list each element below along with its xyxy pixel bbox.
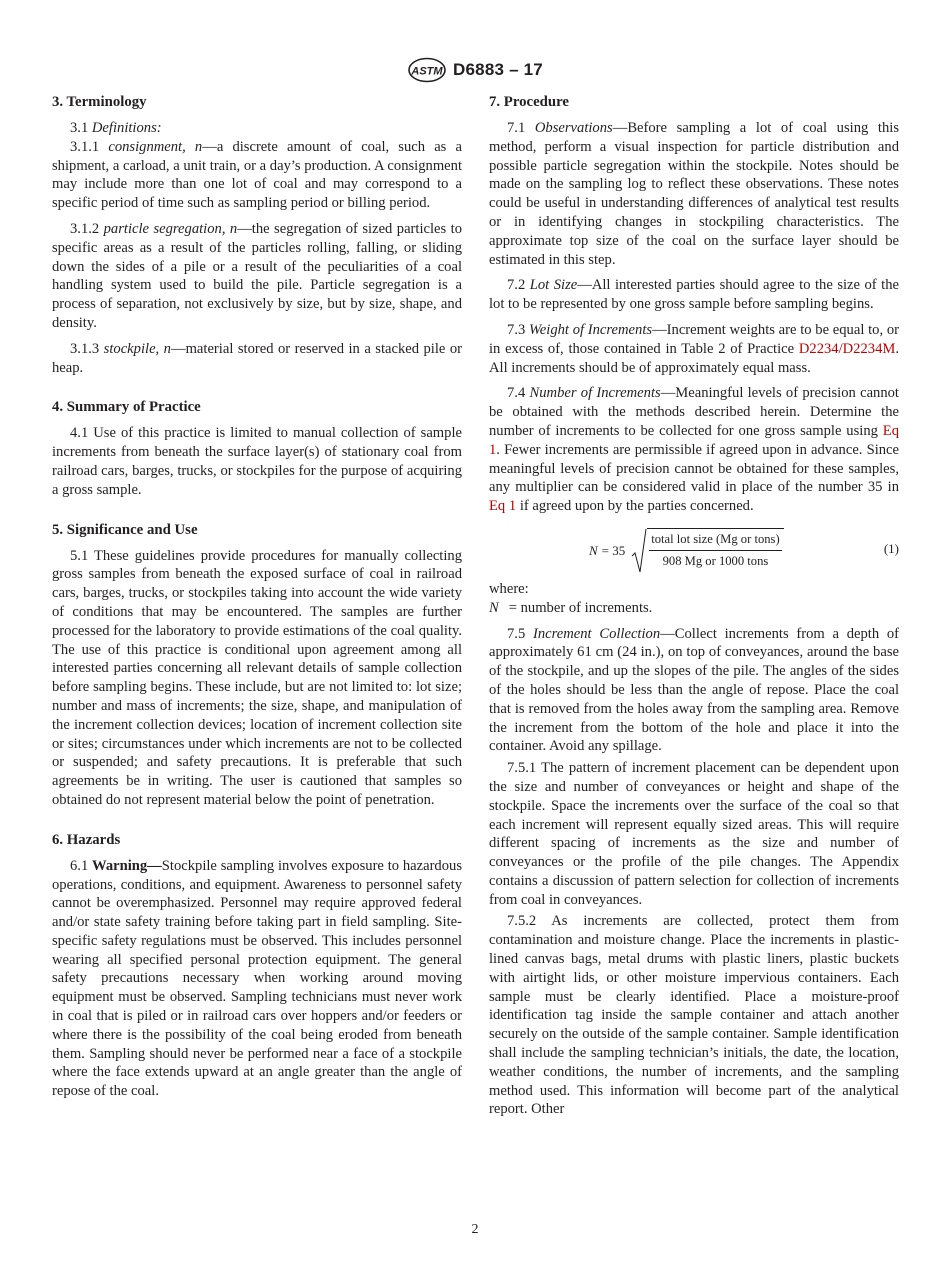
document-designation: D6883 – 17 xyxy=(453,60,543,79)
equation-multiplier: = 35 xyxy=(601,542,626,558)
section-heading-hazards: 6. Hazards xyxy=(52,831,121,848)
right-column xyxy=(489,93,899,1119)
equation-link-1[interactable]: Eq 1 xyxy=(489,422,899,458)
square-root xyxy=(631,528,783,574)
equation-denominator: 908 Mg or 1000 tons xyxy=(662,553,769,568)
paragraph-6-1: 6.1 Warning—Stockpile sampling involves exposure to hazardous operations, conditions, and equipment. Awareness to personnel safety cannot be overemphasized. Personnel may require approved federal and/or state safety training before taking part in field sampling. Site-specific safety regulations must be observed. This includes personnel wearing all specified personal protection equipment. The general safety precautions necessary when working around moving equipment must be observed. Sampling technicians must never work in coal that is piled or in railroad cars over hoppers and/or feeders or where there is the possibility of the coal being eroded from beneath them. Sampling should never be performed near a face of a stockpile where the face extends upward at an angle greater than the angle of repose of the coal. xyxy=(52,857,462,1100)
section-heading-significance: 5. Significance and Use xyxy=(52,521,198,538)
paragraph-3-1-3: 3.1.3 stockpile, n—material stored or reserved in a stacked pile or heap. xyxy=(52,340,463,376)
page-number: 2 xyxy=(471,1222,479,1237)
equation-fraction xyxy=(647,528,783,574)
logo-text: ASTM xyxy=(411,65,443,78)
paragraph-5-1: 5.1 These guidelines provide procedures for manually collecting gross samples from beneath the exposed surface of coal in railroad cars, barges, trucks, or stockpiles taking into account the wide variety of conditions that may be encountered. The samples are further processed for the laboratory to provide estimations of the coal quality. The use of this practice is conditional upon agreement among all interested parties concerning all relevant details of sample collection before sampling begins. These include, but are not limited to: lot size; number and mass of increments; the size, shape, and manipulation of the increment collection devices; location of increment collection site or sites; circumstances under which increments are not to be collected or suspended; and safety precautions. It is preferable that such agreements be in writing. The user is cautioned that samples so obtained do not represent material below the point of penetration. xyxy=(52,547,462,808)
page-header xyxy=(0,56,950,84)
radical-sign-icon xyxy=(631,528,647,574)
equation-number: (1) xyxy=(883,540,899,556)
where-label: where: xyxy=(489,580,529,597)
equation-numerator: total lot size (Mg or tons) xyxy=(649,531,781,551)
paragraph-3-1: 3.1 Definitions: xyxy=(70,120,162,136)
paragraph-7-5: 7.5 Increment Collection—Collect increments from a depth of approximately 61 cm (24 in.), on top of conveyances, around the base of the stockpile, and up the slopes of the pile. The angles of the sides of the holes should be less than the angle of repose. Place the coal that is removed from the holes away from the sampling area. Remove the increment from the bottom of the hole and place it into the container. Avoid any spillage. xyxy=(489,625,900,755)
equation-1 xyxy=(489,524,899,580)
paragraph-7-4: 7.4 Number of Increments—Meaningful levels of precision cannot be obtained with the methods described herein. Determine the number of increments to be collected for one gross sample using Eq 1. Fewer increments are permissible if agreed upon in advance. Since meaningful levels of precision cannot be obtained for these samples, any multiplier can be considered valid in place of the number 35 in Eq 1 if agreed upon by the parties concerned. xyxy=(489,385,899,515)
paragraph-7-5-1: 7.5.1 The pattern of increment placement can be dependent upon the size and number of conveyances or height and shape of the stockpile. Space the increments over the surface of the coal so that each increment will represent equally sized areas. This will require different spacing of increments as the size and number of conveyances or the profile of the pile changes. The Appendix contains a discussion of pattern selection for collection of increments from coal in conveyances. xyxy=(489,760,899,908)
definition-text: = number of increments. xyxy=(508,599,653,616)
reference-link-d2234[interactable]: D2234/D2234M xyxy=(798,340,896,357)
equation-body xyxy=(589,528,784,574)
astm-logo-icon xyxy=(407,57,447,83)
equation-lhs: N xyxy=(589,542,598,558)
paragraph-7-2: 7.2 Lot Size—All interested parties should agree to the size of the lot to be represented by one gross sample before sampling begins. xyxy=(489,277,900,313)
paragraph-4-1: 4.1 Use of this practice is limited to manual collection of sample increments from beneath the surface layer(s) of stationary coal from railroad cars, barges, trucks, or stockpiles for the purpose of acquiring a gross sample. xyxy=(52,425,462,498)
paragraph-7-1: 7.1 Observations—Before sampling a lot of coal using this method, perform a visual inspection for particle distribution and possible particle segregation within the stockpile. Notes should be made on the sampling log to reflect these observations. These notes could be useful in understanding differences of analytical test results or in identifying changes in stockpiling characteristics. The approximate top size of the coal on the surface layer should be estimated in this step. xyxy=(489,120,899,268)
definition-row xyxy=(489,599,899,618)
left-column xyxy=(52,93,462,1101)
equation-link-2[interactable]: Eq 1 xyxy=(489,498,517,515)
paragraph-7-5-2: 7.5.2 As increments are collected, protect them from contamination and moisture change. Place the increments in plastic-lined canvas bags, metal drums with plastic liners, plastic buckets with airtight lids, or other moisture impervious containers. Each sample must be clearly identified. Place a moisture-proof identification tag inside the sample container and attach another securely on the outside of the sample container. Sample identification shall include the sampling technician’s initials, the date, the location, weather conditions, the number of increments, and the sampling method used. This information will become part of the analytical report. Other xyxy=(489,913,899,1118)
definition-symbol: N xyxy=(489,599,499,616)
section-heading-terminology: 3. Terminology xyxy=(52,94,147,110)
paragraph-3-1-1: 3.1.1 consignment, n—a discrete amount of coal, such as a shipment, a carload, a unit train, or a day’s production. A consignment may include more than one lot of coal and may correspond to a specific period of time such as sampling period or billing period. xyxy=(52,138,462,212)
section-heading-summary: 4. Summary of Practice xyxy=(52,399,201,416)
section-heading-procedure: 7. Procedure xyxy=(489,94,569,110)
paragraph-3-1-2: 3.1.2 particle segregation, n—the segregation of sized particles to specific areas as a result of the particles rolling, falling, or sliding down the sides of a pile or a result of the peculiarities of a coal handling system used to build the pile. Particle segregation is a process of separation, not exclusively by size, but by size, shape, and density. xyxy=(52,220,462,331)
paragraph-7-3: 7.3 Weight of Increments—Increment weights are to be equal to, or in excess of, those contained in Table 2 of Practice D2234/D2234M. All increments should be of approximately equal mass. xyxy=(489,321,899,376)
